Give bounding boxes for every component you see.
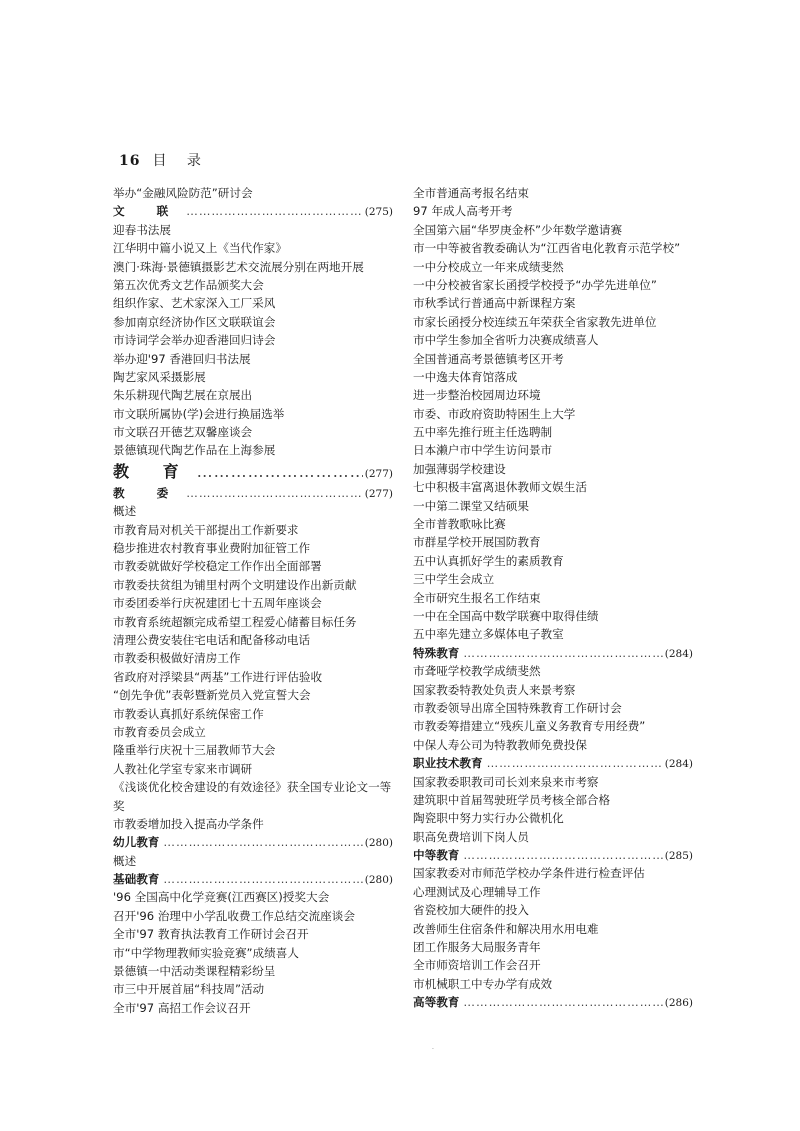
toc-entry: 市机械职工中专办学有成效	[413, 976, 553, 991]
toc-right-column	[413, 184, 693, 1012]
toc-section-heading	[413, 754, 693, 772]
toc-entry: 召开'96 治理中小学乱收费工作总结交流座谈会	[113, 908, 355, 923]
toc-dot-leader	[186, 484, 363, 502]
toc-heading-title: 教 育	[113, 461, 193, 481]
toc-entry: 景德镇现代陶艺作品在上海参展	[113, 443, 276, 458]
toc-entry: 市文联召开德艺双馨座谈会	[113, 425, 253, 440]
toc-entry: 建筑职中首届驾驶班学员考核全部合格	[413, 792, 611, 807]
toc-page-ref: (284)	[664, 647, 693, 660]
toc-entry: 一中分校成立一年来成绩斐然	[413, 259, 564, 274]
toc-heading-title: 文 联	[113, 204, 183, 219]
toc-page-ref: (286)	[664, 997, 693, 1010]
toc-entry: 一中第二课堂又结硕果	[413, 498, 529, 513]
toc-dot-leader	[463, 846, 662, 864]
toc-dot-leader	[163, 833, 362, 851]
toc-entry: '96 全国高中化学竞赛(江西赛区)授奖大会	[113, 890, 330, 905]
toc-entry: 进一步整治校园周边环境	[413, 388, 541, 403]
toc-dot-leader	[463, 993, 662, 1011]
toc-entry: 五中率先建立多媒体电子教室	[413, 627, 564, 642]
toc-entry: 市“中学物理教师实验竞赛”成绩喜人	[113, 945, 299, 960]
toc-entry: 全市'97 高招工作会议召开	[113, 1000, 251, 1015]
toc-entry: 市三中开展首届“科技周”活动	[113, 982, 265, 997]
toc-heading-title: 高等教育	[413, 995, 460, 1010]
toc-entry: 市教育委员会成立	[113, 724, 206, 739]
toc-heading-title: 职业技术教育	[413, 756, 483, 771]
toc-entry: 国家教委特教处负责人来景考察	[413, 682, 576, 697]
toc-entry: 市教委增加投入提高办学条件	[113, 816, 264, 831]
page-title: 目 录	[152, 153, 209, 169]
toc-entry: 市秋季试行普通高中新课程方案	[413, 296, 576, 311]
toc-entry: 市家长函授分校连续五年荣获全省家教先进单位	[413, 314, 657, 329]
toc-entry: 市教育局对机关干部提出工作新要求	[113, 522, 299, 537]
toc-entry: 全国普通高考景德镇考区开考	[413, 351, 564, 366]
toc-entry: 陶瓷职中努力实行办公微机化	[413, 811, 564, 826]
toc-entry: 举办“金融风险防范”研讨会	[113, 186, 253, 200]
toc-entry: 加强薄弱学校建设	[413, 461, 506, 476]
toc-entry: “创先争优”表彰暨新党员入党宣誓大会	[113, 688, 311, 703]
toc-entry: 一中逸夫体育馆落成	[413, 369, 518, 384]
toc-entry: 迎春书法展	[113, 222, 171, 237]
toc-entry: 人教社化学室专家来市调研	[113, 761, 253, 776]
toc-entry: 朱乐耕现代陶艺展在京展出	[113, 388, 253, 403]
toc-entry: 市委、市政府资助特困生上大学	[413, 406, 576, 421]
toc-left-column	[113, 184, 393, 1017]
toc-entry: 稳步推进农村教育事业费附加征管工作	[113, 541, 311, 556]
toc-entry: 举办迎'97 香港回归书法展	[113, 351, 251, 366]
toc-page-ref: (275)	[364, 206, 393, 219]
toc-entry: 省瓷校加大硬件的投入	[413, 903, 529, 918]
toc-entry: 第五次优秀文艺作品颁奖大会	[113, 277, 264, 292]
toc-section-heading	[113, 202, 393, 220]
toc-entry: 市一中等被省教委确认为“江西省电化教育示范学校”	[413, 241, 681, 256]
toc-entry: 改善师生住宿条件和解决用水用电难	[413, 921, 599, 936]
toc-dot-leader	[163, 870, 362, 888]
toc-section-heading	[113, 484, 393, 502]
toc-entry: 市教委积极做好清房工作	[113, 651, 241, 666]
toc-page-ref: (284)	[664, 758, 693, 771]
toc-entry: 职高免费培训下岗人员	[413, 829, 529, 844]
toc-entry: 江华明中篇小说又上《当代作家》	[113, 241, 287, 256]
toc-entry: 《浅谈优化校舍建设的有效途径》获全国专业论文一等	[113, 780, 392, 795]
toc-entry: 五中认真抓好学生的素质教育	[413, 553, 564, 568]
toc-entry: 市群星学校开展国防教育	[413, 535, 541, 550]
toc-heading-title: 特殊教育	[413, 645, 460, 660]
toc-entry: 五中率先推行班主任选聘制	[413, 425, 553, 440]
toc-entry: 全国第六届“华罗庚金杯”少年数学邀请赛	[413, 222, 623, 237]
toc-section-heading	[113, 870, 393, 888]
toc-page-ref: (280)	[364, 837, 393, 850]
toc-entry: 全市研究生报名工作结束	[413, 590, 541, 605]
toc-entry: 团工作服务大局服务青年	[413, 940, 541, 955]
toc-entry: 国家教委职教司司长刘来泉来市考察	[413, 774, 599, 789]
toc-dot-leader	[197, 460, 363, 484]
toc-entry: 市教委筹措建立“残疾儿童义务教育专用经费”	[413, 719, 646, 734]
toc-section-heading	[113, 833, 393, 851]
toc-entry: 奖	[113, 798, 125, 813]
toc-entry: 97 年成人高考开考	[413, 204, 513, 219]
toc-chapter-heading	[113, 460, 393, 484]
page-number: 16	[119, 153, 141, 169]
toc-entry: 七中积极丰富离退休教师文娱生活	[413, 480, 587, 495]
toc-entry: 市聋哑学校教学成绩斐然	[413, 664, 541, 679]
toc-entry: 一中在全国高中数学联赛中取得佳绩	[413, 608, 599, 623]
toc-entry: 市委团委举行庆祝建团七十五周年座谈会	[113, 596, 322, 611]
toc-entry: 概述	[113, 853, 137, 868]
toc-page-ref: (277)	[364, 467, 393, 480]
toc-entry: 景德镇一中活动类课程精彩纷呈	[113, 964, 276, 979]
toc-entry: 市教委扶贫组为铺里村两个文明建设作出新贡献	[113, 577, 357, 592]
toc-heading-title: 基础教育	[113, 872, 160, 887]
toc-page-ref: (277)	[364, 487, 393, 500]
toc-heading-title: 幼儿教育	[113, 835, 160, 850]
toc-entry: 概述	[113, 504, 137, 519]
toc-entry: 全市师资培训工作会召开	[413, 958, 541, 973]
toc-entry: 一中分校被省家长函授学校授予“办学先进单位”	[413, 277, 657, 292]
toc-heading-title: 中等教育	[413, 848, 460, 863]
toc-section-heading	[413, 846, 693, 864]
toc-entry: 三中学生会成立	[413, 572, 495, 587]
toc-entry: 市教委就做好学校稳定工作作出全面部署	[113, 559, 322, 574]
toc-entry: 组织作家、艺术家深入工厂采风	[113, 296, 276, 311]
toc-entry: 隆重举行庆祝十三届教师节大会	[113, 743, 276, 758]
toc-entry: 日本濑户市中学生访问景市	[413, 443, 553, 458]
page-header	[119, 150, 209, 170]
toc-section-heading	[413, 644, 693, 662]
toc-entry: 市文联所属协(学)会进行换届选举	[113, 406, 285, 421]
toc-entry: 市教委认真抓好系统保密工作	[113, 706, 264, 721]
toc-heading-title: 教 委	[113, 485, 183, 500]
toc-entry: 陶艺家风采摄影展	[113, 369, 206, 384]
toc-entry: 国家教委对市师范学校办学条件进行检查评估	[413, 866, 645, 881]
toc-entry: 全市普通高考报名结束	[413, 186, 529, 200]
toc-entry: 市教委领导出席全国特殊教育工作研讨会	[413, 700, 622, 715]
toc-entry: 中保人寿公司为特教教师免费投保	[413, 737, 587, 752]
toc-entry: 澳门·珠海·景德镇摄影艺术交流展分别在两地开展	[113, 259, 364, 274]
toc-entry: 全市普教歌咏比赛	[413, 517, 506, 532]
toc-entry: 参加南京经济协作区文联联谊会	[113, 314, 276, 329]
toc-entry: 全市'97 教育执法教育工作研讨会召开	[113, 927, 309, 942]
toc-dot-leader	[463, 644, 662, 662]
toc-dot-leader	[186, 202, 363, 220]
toc-entry: 心理测试及心理辅导工作	[413, 884, 541, 899]
toc-page-ref: (280)	[364, 874, 393, 887]
toc-entry: 省政府对浮梁县“两基”工作进行评估验收	[113, 669, 323, 684]
toc-dot-leader	[487, 754, 663, 772]
toc-entry: 市教育系统超额完成希望工程爱心储蓄目标任务	[113, 614, 357, 629]
toc-entry: 市中学生参加全省听力决赛成绩喜人	[413, 333, 599, 348]
toc-page-ref: (285)	[664, 850, 693, 863]
toc-entry: 清理公费安装住宅电话和配备移动电话	[113, 632, 311, 647]
toc-section-heading	[413, 993, 693, 1011]
scan-speck: ·	[432, 1046, 434, 1053]
toc-entry: 市诗词学会举办迎香港回归诗会	[113, 333, 276, 348]
